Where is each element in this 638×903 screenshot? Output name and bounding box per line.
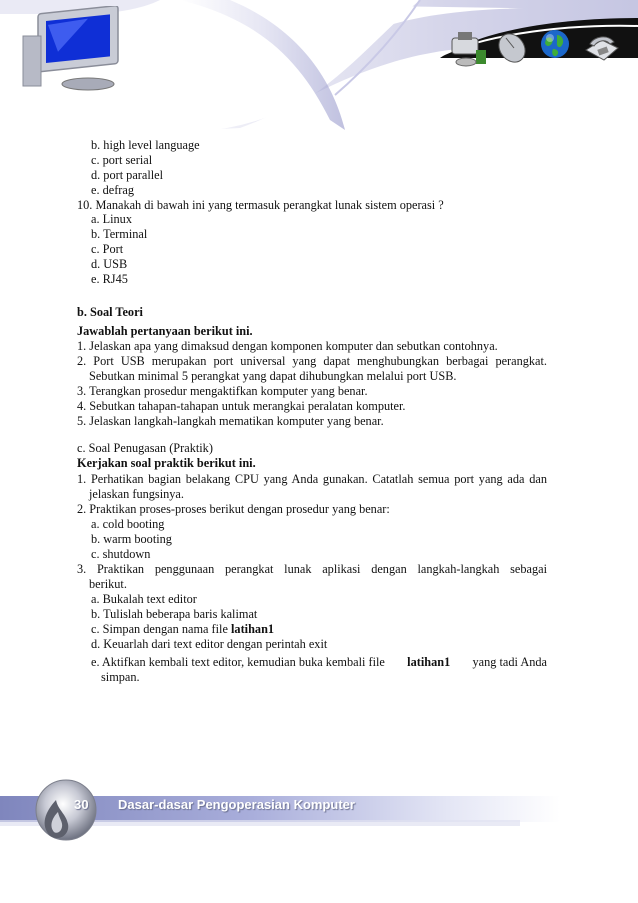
teori-question-2-cont: Sebutkan minimal 5 perangkat yang dapat dihubungkan melalui port USB. <box>89 369 457 383</box>
file-name: latihan1 <box>231 622 275 636</box>
instruction-praktik: Kerjakan soal praktik berikut ini. <box>77 456 256 470</box>
option-text: c. port serial <box>91 153 153 167</box>
option-text: a. cold booting <box>91 517 165 531</box>
step-text-e <box>91 655 547 670</box>
praktik-question-3-cont: berikut. <box>89 577 127 591</box>
option-text: e. RJ45 <box>91 272 128 286</box>
praktik-question-3: 3. Praktikan penggunaan perangkat lunak aplikasi dengan langkah-langkah sebagai <box>77 562 547 576</box>
teori-question-2: 2. Port USB merupakan port universal yang dapat menghubungkan berbagai perangkat. <box>77 354 547 368</box>
option-text: b. warm booting <box>91 532 172 546</box>
page-footer <box>0 770 638 903</box>
option-text: b. Terminal <box>91 227 148 241</box>
praktik-question-1: 1. Perhatikan bagian belakang CPU yang Anda gunakan. Catatlah semua port yang ada dan <box>77 472 547 486</box>
praktik-question-1-cont: jelaskan fungsinya. <box>89 487 184 501</box>
praktik-question-2: 2. Praktikan proses-proses berikut dengan prosedur yang benar: <box>77 502 390 516</box>
teori-question-1: 1. Jelaskan apa yang dimaksud dengan komponen komputer dan sebutkan contohnya. <box>77 339 498 353</box>
teori-question-4: 4. Sebutkan tahapan-tahapan untuk merangkai peralatan komputer. <box>77 399 406 413</box>
section-heading-praktik: c. Soal Penugasan (Praktik) <box>77 441 213 455</box>
step-text: yang tadi Anda <box>472 655 547 669</box>
step-text: b. Tulislah beberapa baris kalimat <box>91 607 258 621</box>
teori-question-5: 5. Jelaskan langkah-langkah mematikan komputer yang benar. <box>77 414 384 428</box>
step-text: c. Simpan dengan nama file <box>91 622 232 636</box>
question-10: 10. Manakah di bawah ini yang termasuk perangkat lunak sistem operasi ? <box>77 198 444 212</box>
option-text: d. USB <box>91 257 128 271</box>
file-name: latihan1 <box>407 655 451 669</box>
footer-band <box>0 770 638 903</box>
section-heading-teori: b. Soal Teori <box>77 305 143 319</box>
option-text: c. Port <box>91 242 124 256</box>
step-text: a. Bukalah text editor <box>91 592 197 606</box>
instruction-teori: Jawablah pertanyaan berikut ini. <box>77 324 253 338</box>
step-text: e. Aktifkan kembali text editor, kemudian buka kembali file <box>91 655 385 669</box>
option-text: b. high level language <box>91 138 200 152</box>
option-text: d. port parallel <box>91 168 164 182</box>
page-number: 30 <box>74 797 89 812</box>
option-text: e. defrag <box>91 183 135 197</box>
step-text-cont: simpan. <box>101 670 140 684</box>
step-text-c <box>91 622 274 637</box>
option-text: c. shutdown <box>91 547 151 561</box>
book-title: Dasar-dasar Pengoperasian Komputer <box>118 797 355 812</box>
option-text: a. Linux <box>91 212 132 226</box>
step-text: d. Keuarlah dari text editor dengan perintah exit <box>91 637 328 651</box>
teori-question-3: 3. Terangkan prosedur mengaktifkan komputer yang benar. <box>77 384 368 398</box>
